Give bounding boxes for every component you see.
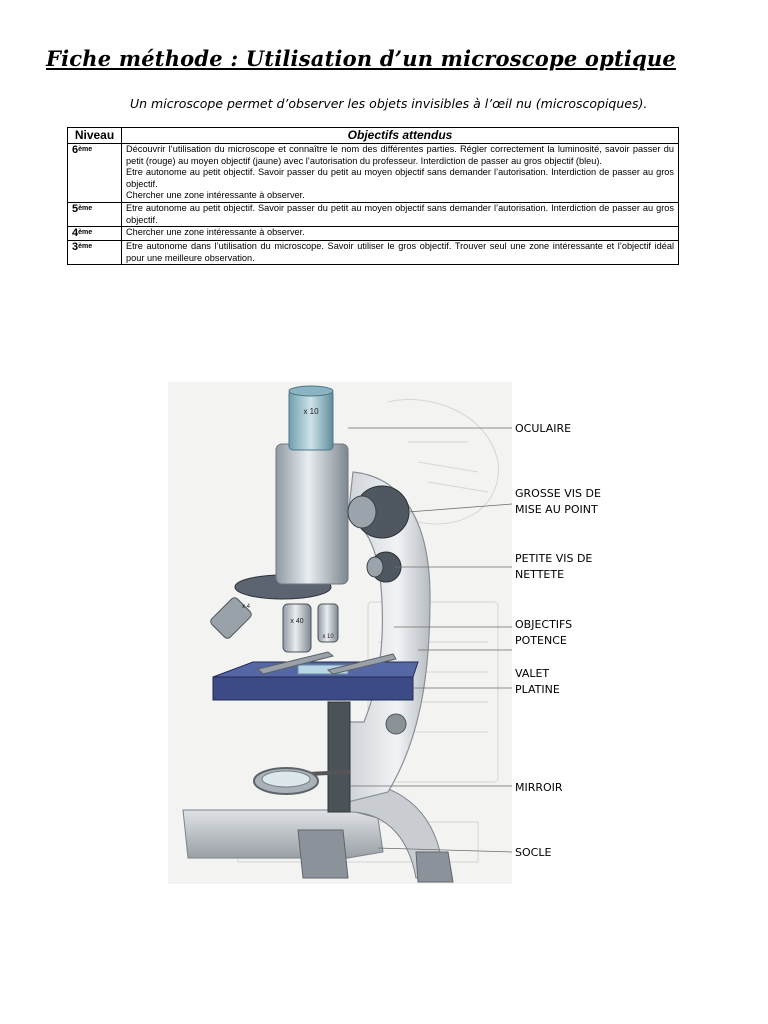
intro-text: Un microscope permet d’observer les objets invisibles à l’œil nu (microscopiques).: [130, 96, 648, 111]
objectives-table: [67, 127, 679, 265]
label-line: OCULAIRE: [515, 422, 572, 435]
level-cell: [68, 241, 122, 265]
table-header-row: [68, 128, 679, 144]
label-oculaire: [515, 421, 571, 437]
level-cell: [68, 202, 122, 226]
objective-cell: [122, 144, 679, 203]
label-line: MISE AU POINT: [515, 503, 598, 516]
table-row: [68, 241, 679, 265]
level-number: 4: [72, 227, 79, 240]
level-cell: [68, 227, 122, 241]
level-suffix: ème: [78, 229, 93, 237]
ocular-mark: x 10: [303, 407, 319, 416]
label-mirroir: [515, 780, 563, 796]
objective-mark-large: x 40: [290, 618, 304, 625]
level-number: 3: [72, 241, 79, 254]
level-suffix: ème: [78, 243, 93, 251]
table-row: [68, 227, 679, 241]
table-row: [68, 144, 679, 203]
label-grosse-vis: [515, 486, 601, 518]
objective-cell: [122, 227, 679, 241]
header-objectifs: Objectifs attendus: [122, 128, 679, 144]
table-row: [68, 202, 679, 226]
label-line: SOCLE: [515, 846, 552, 859]
level-number: 5: [72, 202, 79, 215]
label-socle: [515, 845, 551, 861]
objective-line: Chercher une zone intéressante à observer.: [126, 190, 305, 201]
level-suffix: ème: [78, 204, 93, 212]
objective-line: Découvrir l’utilisation du microscope et connaître le nom des différentes parties. Régler correctement la luminosité, savoir passer du petit (rouge) au moyen objectif (jaune) avec l’autorisation du professeur. Interdiction de passer au gros objectif (bleu).: [126, 144, 674, 166]
label-valet-platine: [515, 666, 560, 698]
objective-mark-medium: x 10: [322, 634, 334, 640]
label-line: PLATINE: [515, 683, 560, 696]
level-number: 6: [72, 144, 79, 156]
header-niveau: Niveau: [68, 128, 122, 144]
objective-cell: [122, 202, 679, 226]
objective-line: Etre autonome dans l’utilisation du microscope. Savoir utiliser le gros objectif. Trouver seul une zone intéressante et l’objectif idéal pour une meilleure observation.: [126, 241, 674, 263]
label-objectifs-potence: [515, 617, 572, 649]
label-line: NETTETE: [515, 568, 565, 581]
label-line: POTENCE: [515, 634, 567, 647]
objective-cell: [122, 241, 679, 265]
objective-line: Etre autonome au petit objectif. Savoir passer du petit au moyen objectif sans demander l’autorisation. Interdiction de passer au gros objectif.: [126, 167, 674, 189]
objective-line: Etre autonome au petit objectif. Savoir passer du petit au moyen objectif sans demander l’autorisation. Interdiction de passer au gros objectif.: [126, 202, 674, 225]
objective-mark-small: x 4: [241, 604, 251, 610]
microscope-figure: [168, 382, 512, 884]
label-line: GROSSE VIS DE: [515, 487, 601, 500]
label-line: OBJECTIFS: [515, 618, 573, 631]
label-line: VALET: [515, 667, 550, 680]
label-line: PETITE VIS DE: [515, 552, 593, 565]
label-line: MIRROIR: [515, 781, 563, 794]
page-title: Fiche méthode : Utilisation d’un microscope optique: [46, 46, 676, 71]
level-suffix: ème: [78, 146, 93, 153]
level-cell: [68, 144, 122, 203]
objective-line: Chercher une zone intéressante à observer.: [126, 227, 305, 238]
label-petite-vis: [515, 551, 592, 583]
